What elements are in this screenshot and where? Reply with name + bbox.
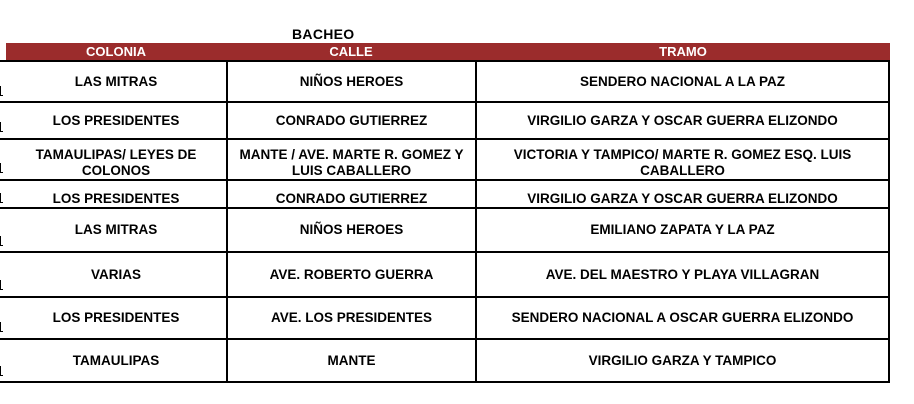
column-header-tramo: TRAMO [659,44,707,59]
cell-edge-fragment [0,86,3,96]
table-cell-tramo: VIRGILIO GARZA Y OSCAR GUERRA ELIZONDO [527,112,838,128]
table-cell-colonia: LOS PRESIDENTES [52,112,180,128]
cell-edge-fragment [0,163,3,173]
table-cell-tramo: VIRGILIO GARZA Y OSCAR GUERRA ELIZONDO [527,191,838,206]
cell-edge-fragment [0,366,3,376]
table-cell-calle: AVE. LOS PRESIDENTES [270,310,433,325]
sheet-title: BACHEO [292,26,355,42]
table-cell-calle: NIÑOS HEROES [299,73,404,89]
table-cell-colonia: LOS PRESIDENTES [52,191,180,206]
table-cell-calle: CONRADO GUTIERREZ [275,112,428,128]
table-cell-colonia: LAS MITRAS [74,222,158,237]
cell-edge-fragment [0,236,3,246]
cell-edge-fragment [0,122,3,132]
table-cell-colonia: TAMAULIPAS [72,352,160,368]
table-cell-tramo: SENDERO NACIONAL A OSCAR GUERRA ELIZONDO [511,310,854,325]
row-border [0,381,890,383]
cell-edge-fragment [0,193,3,203]
table-cell-tramo: AVE. DEL MAESTRO Y PLAYA VILLAGRAN [545,266,820,282]
cell-edge-fragment [0,322,3,332]
table-cell-calle: CONRADO GUTIERREZ [275,191,428,206]
table-cell-colonia: VARIAS [90,266,141,282]
table-cell-tramo: SENDERO NACIONAL A LA PAZ [579,73,785,89]
table-cell-colonia: LAS MITRAS [74,73,158,89]
table-cell-calle: AVE. ROBERTO GUERRA [269,266,434,282]
table-cell-tramo: EMILIANO ZAPATA Y LA PAZ [590,222,775,237]
table-cell-calle: NIÑOS HEROES [299,222,404,237]
table-cell-colonia: TAMAULIPAS/ LEYES DE COLONOS [35,147,197,178]
column-header-colonia: COLONIA [86,44,146,59]
table-cell-colonia: LOS PRESIDENTES [52,310,180,325]
column-border [888,60,890,383]
column-header-calle: CALLE [329,44,373,59]
table-cell-calle: MANTE / AVE. MARTE R. GOMEZ Y LUIS CABALLERO [239,147,464,178]
cell-edge-fragment [0,280,3,290]
table-cell-calle: MANTE [327,352,376,368]
table-cell-tramo: VICTORIA Y TAMPICO/ MARTE R. GOMEZ ESQ. LUIS CABALLERO [513,147,852,178]
table-cell-tramo: VIRGILIO GARZA Y TAMPICO [588,352,777,368]
